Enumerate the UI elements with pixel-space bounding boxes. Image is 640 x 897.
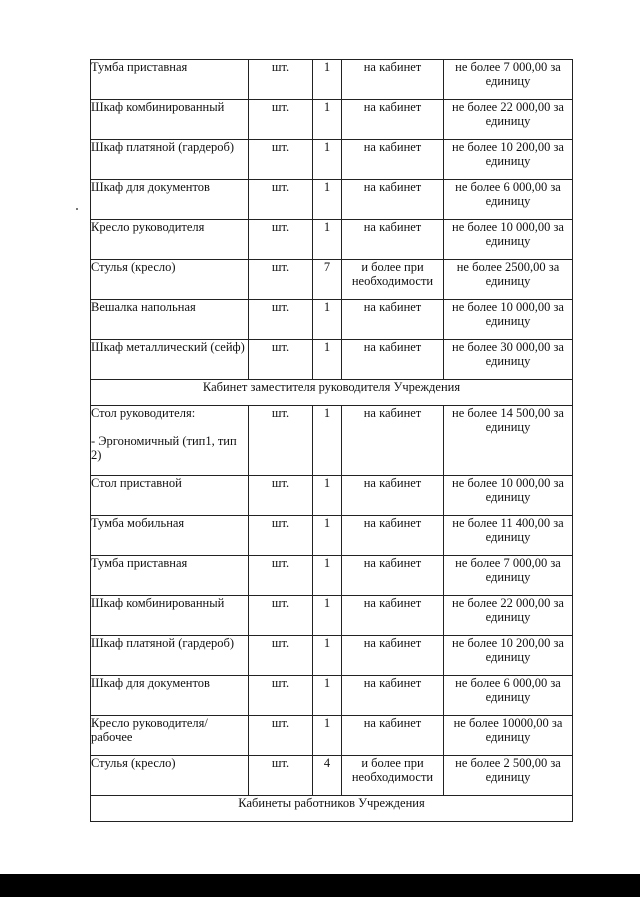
quantity-cell: 1	[313, 60, 342, 100]
quantity-cell: 7	[313, 260, 342, 300]
item-name-cell	[91, 260, 249, 300]
item-name-cell	[91, 516, 249, 556]
table-row	[91, 260, 573, 300]
item-name: Тумба приставная	[91, 60, 188, 74]
norm-note-cell: и более при необходимости	[342, 260, 444, 300]
norm-note-cell: на кабинет	[342, 636, 444, 676]
scan-speck	[76, 208, 78, 210]
table-row	[91, 340, 573, 380]
item-name: Вешалка напольная	[91, 300, 196, 314]
price-limit-cell: не более 7 000,00 за единицу	[444, 556, 573, 596]
table-row	[91, 556, 573, 596]
item-name: Шкаф для документов	[91, 180, 210, 194]
norm-note-cell: на кабинет	[342, 476, 444, 516]
price-limit-cell: не более 10000,00 за единицу	[444, 716, 573, 756]
norm-note-cell: на кабинет	[342, 406, 444, 476]
price-limit-cell: не более 6 000,00 за единицу	[444, 180, 573, 220]
item-name-cell	[91, 300, 249, 340]
table-row	[91, 100, 573, 140]
unit-cell: шт.	[249, 100, 313, 140]
item-name-cell	[91, 476, 249, 516]
table-section-row	[91, 380, 573, 406]
price-limit-cell: не более 10 000,00 за единицу	[444, 300, 573, 340]
quantity-cell: 1	[313, 340, 342, 380]
quantity-cell: 1	[313, 180, 342, 220]
quantity-cell: 1	[313, 140, 342, 180]
price-limit-cell: не более 10 200,00 за единицу	[444, 636, 573, 676]
furniture-norms-table	[90, 59, 573, 822]
price-limit-cell: не более 11 400,00 за единицу	[444, 516, 573, 556]
price-limit-cell: не более 10 000,00 за единицу	[444, 220, 573, 260]
norm-note-cell: на кабинет	[342, 676, 444, 716]
unit-cell: шт.	[249, 340, 313, 380]
item-name-cell	[91, 340, 249, 380]
unit-cell: шт.	[249, 596, 313, 636]
table-row	[91, 220, 573, 260]
table-row	[91, 596, 573, 636]
item-name-cell	[91, 100, 249, 140]
table-row	[91, 140, 573, 180]
item-name: Шкаф комбинированный	[91, 596, 225, 610]
quantity-cell: 4	[313, 756, 342, 796]
unit-cell: шт.	[249, 260, 313, 300]
quantity-cell: 1	[313, 476, 342, 516]
item-name: Кресло руководителя	[91, 220, 205, 234]
item-name: Шкаф для документов	[91, 676, 210, 690]
quantity-cell: 1	[313, 300, 342, 340]
item-name-cell	[91, 636, 249, 676]
item-name-cell	[91, 60, 249, 100]
table-row	[91, 716, 573, 756]
quantity-cell: 1	[313, 406, 342, 476]
unit-cell: шт.	[249, 676, 313, 716]
table-section-row	[91, 796, 573, 822]
item-name: Стулья (кресло)	[91, 756, 176, 770]
item-name: Тумба приставная	[91, 556, 188, 570]
table-row	[91, 406, 573, 476]
unit-cell: шт.	[249, 406, 313, 476]
unit-cell: шт.	[249, 636, 313, 676]
item-name: Шкаф платяной (гардероб)	[91, 140, 235, 154]
unit-cell: шт.	[249, 220, 313, 260]
price-limit-cell: не более 6 000,00 за единицу	[444, 676, 573, 716]
price-limit-cell: не более 2 500,00 за единицу	[444, 756, 573, 796]
norm-note-cell: на кабинет	[342, 100, 444, 140]
table-row	[91, 676, 573, 716]
quantity-cell: 1	[313, 636, 342, 676]
item-name: Стулья (кресло)	[91, 260, 176, 274]
item-name: Стол руководителя:	[91, 406, 196, 420]
quantity-cell: 1	[313, 220, 342, 260]
norm-note-cell: на кабинет	[342, 60, 444, 100]
unit-cell: шт.	[249, 60, 313, 100]
item-name: Кресло руководителя/рабочее	[91, 716, 208, 744]
table-row	[91, 300, 573, 340]
unit-cell: шт.	[249, 556, 313, 596]
unit-cell: шт.	[249, 516, 313, 556]
item-name-cell	[91, 220, 249, 260]
item-subtype: - Эргономичный (тип1, тип 2)	[91, 434, 237, 462]
section-title: Кабинеты работников Учреждения	[91, 796, 573, 822]
quantity-cell: 1	[313, 676, 342, 716]
item-name: Тумба мобильная	[91, 516, 185, 530]
quantity-cell: 1	[313, 716, 342, 756]
price-limit-cell: не более 10 000,00 за единицу	[444, 476, 573, 516]
price-limit-cell: не более 10 200,00 за единицу	[444, 140, 573, 180]
unit-cell: шт.	[249, 756, 313, 796]
item-name: Шкаф комбинированный	[91, 100, 225, 114]
item-name-cell	[91, 180, 249, 220]
price-limit-cell: не более 2500,00 за единицу	[444, 260, 573, 300]
unit-cell: шт.	[249, 716, 313, 756]
section-title: Кабинет заместителя руководителя Учреждения	[91, 380, 573, 406]
table-row	[91, 636, 573, 676]
item-name-cell	[91, 556, 249, 596]
item-name-cell	[91, 676, 249, 716]
scan-bottom-edge	[0, 874, 640, 897]
norm-note-cell: на кабинет	[342, 716, 444, 756]
item-name: Стол приставной	[91, 476, 182, 490]
norm-note-cell: на кабинет	[342, 220, 444, 260]
item-name: Шкаф платяной (гардероб)	[91, 636, 235, 650]
norm-note-cell: на кабинет	[342, 516, 444, 556]
norm-note-cell: на кабинет	[342, 140, 444, 180]
item-name: Шкаф металлический (сейф)	[91, 340, 245, 354]
quantity-cell: 1	[313, 556, 342, 596]
norm-note-cell: на кабинет	[342, 340, 444, 380]
item-name-cell	[91, 716, 249, 756]
norm-note-cell: на кабинет	[342, 596, 444, 636]
table-row	[91, 180, 573, 220]
norm-note-cell: на кабинет	[342, 556, 444, 596]
unit-cell: шт.	[249, 476, 313, 516]
item-name-cell	[91, 756, 249, 796]
norm-note-cell: и более при необходимости	[342, 756, 444, 796]
unit-cell: шт.	[249, 300, 313, 340]
price-limit-cell: не более 7 000,00 за единицу	[444, 60, 573, 100]
quantity-cell: 1	[313, 100, 342, 140]
price-limit-cell: не более 30 000,00 за единицу	[444, 340, 573, 380]
unit-cell: шт.	[249, 180, 313, 220]
unit-cell: шт.	[249, 140, 313, 180]
norm-note-cell: на кабинет	[342, 300, 444, 340]
price-limit-cell: не более 22 000,00 за единицу	[444, 100, 573, 140]
table-row	[91, 756, 573, 796]
table-row	[91, 60, 573, 100]
item-name-cell	[91, 406, 249, 476]
table-row	[91, 516, 573, 556]
norm-note-cell: на кабинет	[342, 180, 444, 220]
item-name-cell	[91, 140, 249, 180]
price-limit-cell: не более 22 000,00 за единицу	[444, 596, 573, 636]
quantity-cell: 1	[313, 596, 342, 636]
quantity-cell: 1	[313, 516, 342, 556]
price-limit-cell: не более 14 500,00 за единицу	[444, 406, 573, 476]
item-name-cell	[91, 596, 249, 636]
table-row	[91, 476, 573, 516]
